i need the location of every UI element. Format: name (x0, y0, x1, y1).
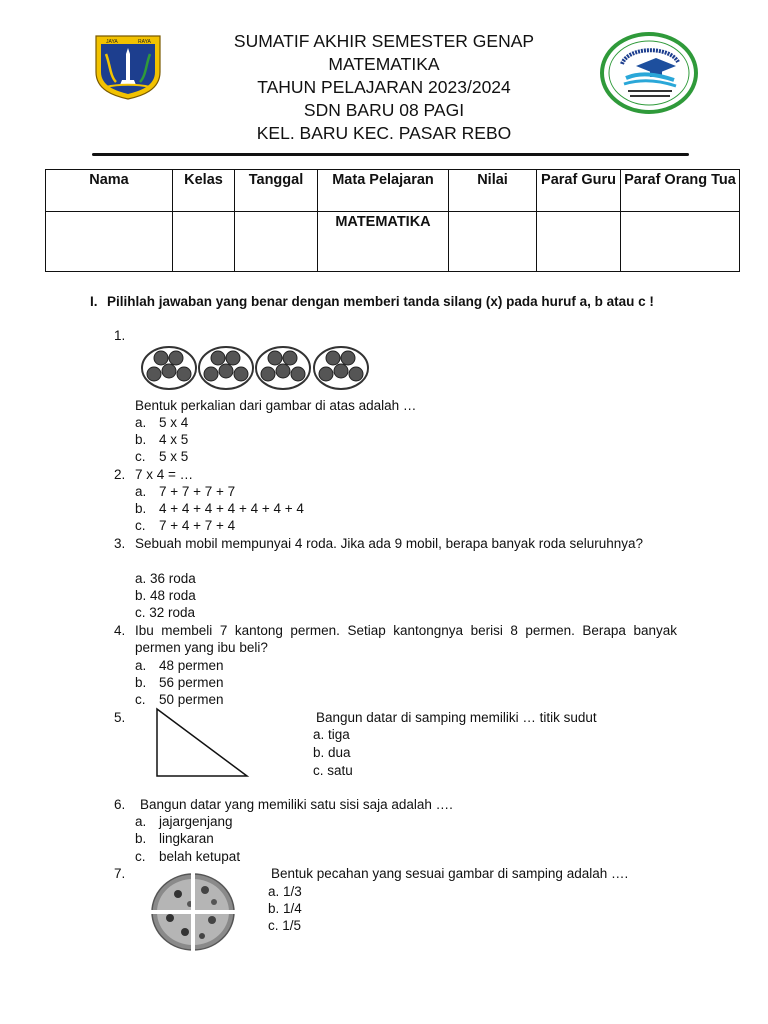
header-year: TAHUN PELAJARAN 2023/2024 (257, 77, 511, 97)
jaya-raya-emblem-icon (92, 32, 164, 100)
q1-option-b[interactable]: b. 4 x 5 (135, 432, 189, 447)
q7-option-a[interactable]: a. 1/3 (268, 884, 302, 899)
cell-tanggal[interactable] (235, 212, 318, 272)
cell-paraf-orang-tua[interactable] (621, 212, 740, 272)
q7-option-b[interactable]: b. 1/4 (268, 901, 302, 916)
header-school: SDN BARU 08 PAGI (303, 100, 465, 120)
q2-option-b[interactable]: b. 4 + 4 + 4 + 4 + 4 + 4 + 4 (135, 501, 304, 516)
section-instruction: Pilihlah jawaban yang benar dengan memberi tanda silang (x) pada huruf a, b atau c ! (107, 294, 654, 309)
q1-option-a[interactable]: a. 5 x 4 (135, 415, 189, 430)
cell-paraf-guru[interactable] (537, 212, 621, 272)
q2-option-c[interactable]: c. 7 + 4 + 7 + 4 (135, 518, 236, 533)
cell-kelas[interactable] (173, 212, 235, 272)
q3-text: Sebuah mobil mempunyai 4 roda. Jika ada 9 mobil, berapa banyak roda seluruhnya? (135, 536, 644, 551)
pizza-figure (150, 872, 236, 952)
q6-option-b[interactable]: b. lingkaran (135, 831, 214, 846)
header-address: KEL. BARU KEC. PASAR REBO (256, 123, 512, 143)
q6-option-c[interactable]: c. belah ketupat (135, 849, 241, 864)
header-divider (92, 153, 689, 156)
q2-number: 2. (114, 467, 126, 482)
q6-option-a[interactable]: a. jajargenjang (135, 814, 233, 829)
col-paraf-orang-tua: Paraf Orang Tua (621, 170, 740, 212)
cell-subject: MATEMATIKA (318, 212, 449, 272)
q3-number: 3. (114, 536, 126, 551)
cell-nama[interactable] (46, 212, 173, 272)
col-kelas: Kelas (173, 170, 235, 212)
q4-number: 4. (114, 623, 126, 638)
q4-option-c[interactable]: c. 50 permen (135, 692, 224, 707)
q7-text: Bentuk pecahan yang sesuai gambar di samping adalah …. (271, 866, 629, 881)
q4-text: Ibu membeli 7 kantong permen. Setiap kantongnya berisi 8 permen. Berapa banyak permen yang ibu beli? (135, 623, 677, 656)
q7-number: 7. (114, 866, 126, 881)
q6-text: Bangun datar yang memiliki satu sisi saja adalah …. (140, 797, 453, 812)
school-emblem-icon (600, 32, 698, 114)
student-identity-table (45, 169, 740, 272)
header-title: SUMATIF AKHIR SEMESTER GENAP (233, 31, 535, 51)
section-number: I. (90, 294, 98, 309)
col-mata-pelajaran: Mata Pelajaran (318, 170, 449, 212)
svg-text:JAYA: JAYA (106, 39, 118, 45)
q5-text: Bangun datar di samping memiliki … titik sudut (316, 710, 597, 725)
q1-text: Bentuk perkalian dari gambar di atas adalah … (135, 398, 417, 413)
q7-option-c[interactable]: c. 1/5 (268, 918, 302, 933)
q2-text: 7 x 4 = … (135, 467, 194, 482)
q3-option-a[interactable]: a. 36 roda (135, 571, 196, 586)
q5-option-b[interactable]: b. dua (313, 745, 351, 760)
q4-option-b[interactable]: b. 56 permen (135, 675, 224, 690)
header-subject: MATEMATIKA (328, 54, 440, 74)
q3-option-b[interactable]: b. 48 roda (135, 588, 196, 603)
q6-number: 6. (114, 797, 126, 812)
col-nilai: Nilai (449, 170, 537, 212)
svg-text:RAYA: RAYA (138, 39, 151, 45)
plates-figure (140, 345, 372, 391)
col-nama: Nama (46, 170, 173, 212)
q5-number: 5. (114, 710, 126, 725)
q1-option-c[interactable]: c. 5 x 5 (135, 449, 189, 464)
q4-option-a[interactable]: a. 48 permen (135, 658, 224, 673)
q1-number: 1. (114, 328, 126, 343)
q5-option-a[interactable]: a. tiga (313, 727, 350, 742)
col-paraf-guru: Paraf Guru (537, 170, 621, 212)
triangle-figure (154, 707, 250, 779)
q3-option-c[interactable]: c. 32 roda (135, 605, 196, 620)
cell-nilai[interactable] (449, 212, 537, 272)
col-tanggal: Tanggal (235, 170, 318, 212)
q2-option-a[interactable]: a. 7 + 7 + 7 + 7 (135, 484, 236, 499)
q5-option-c[interactable]: c. satu (313, 763, 353, 778)
